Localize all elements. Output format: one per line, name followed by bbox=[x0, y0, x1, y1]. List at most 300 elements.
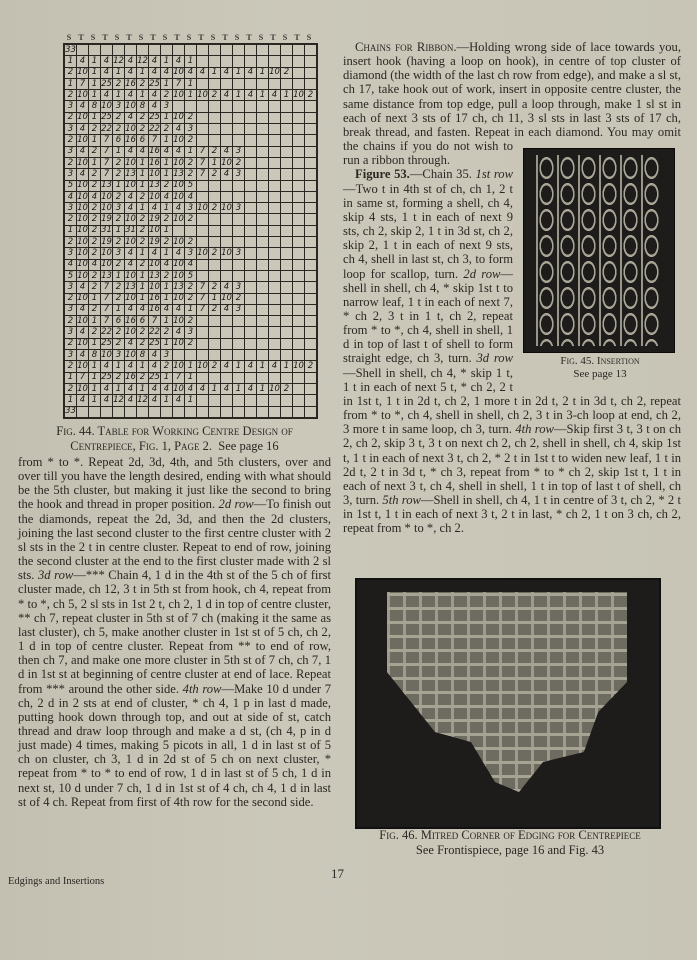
grid-cell: 25 bbox=[101, 338, 112, 349]
grid-row bbox=[64, 112, 317, 123]
grid-cell: 25 bbox=[101, 78, 112, 89]
grid-cell: 2 bbox=[161, 90, 173, 101]
grid-cell: 4 bbox=[64, 191, 77, 202]
grid-cell: 4 bbox=[221, 361, 233, 372]
grid-cell bbox=[293, 259, 305, 270]
grid-cell: 10 bbox=[125, 349, 136, 360]
grid-cell: 10 bbox=[77, 180, 88, 191]
grid-cell bbox=[233, 225, 245, 236]
grid-cell: 4 bbox=[185, 259, 197, 270]
grid-cell bbox=[281, 203, 293, 214]
grid-cell: 4 bbox=[125, 383, 137, 394]
grid-cell: 2 bbox=[161, 361, 173, 372]
mitred-corner-photo bbox=[355, 578, 661, 829]
grid-cell: 2 bbox=[185, 112, 197, 123]
grid-cell: 2 bbox=[137, 191, 149, 202]
grid-cell: 10 bbox=[149, 281, 160, 292]
grid-cell: 1 bbox=[281, 90, 293, 101]
grid-cell bbox=[269, 350, 281, 361]
grid-row bbox=[64, 101, 317, 112]
grid-cell bbox=[257, 259, 269, 270]
grid-cell: 6 bbox=[113, 135, 125, 146]
header-letter: T bbox=[126, 33, 132, 42]
grid-cell bbox=[221, 270, 233, 281]
grid-cell: 1 bbox=[89, 293, 101, 304]
grid-cell: 1 bbox=[89, 383, 101, 394]
grid-cell bbox=[305, 67, 318, 78]
grid-cell: 2 bbox=[89, 270, 101, 281]
grid-cell: 2 bbox=[113, 338, 125, 349]
grid-cell: 1 bbox=[137, 90, 149, 101]
grid-cell: 2 bbox=[89, 304, 101, 315]
page-number: 17 bbox=[331, 866, 344, 881]
grid-cell: 4 bbox=[185, 383, 197, 394]
row-label: 3d row bbox=[38, 568, 74, 583]
grid-cell bbox=[173, 406, 185, 418]
text-run: from * to *. Repeat 2d, 3d, 4th, and 5th clusters, over and over till you have the length desired, ending with what should be the 5th cluster, but making it just like the second to bring the hook and thread in proper position. bbox=[18, 455, 331, 512]
grid-cell: 4 bbox=[149, 67, 161, 78]
grid-cell: 4 bbox=[173, 327, 185, 338]
grid-cell bbox=[245, 135, 257, 146]
grid-cell: 19 bbox=[149, 214, 160, 225]
grid-cell bbox=[305, 372, 318, 383]
grid-cell: 1 bbox=[209, 293, 221, 304]
grid-cell: 3 bbox=[64, 101, 77, 112]
grid-cell: 7 bbox=[197, 169, 209, 180]
stitch-header-row bbox=[63, 33, 318, 43]
grid-cell bbox=[293, 270, 305, 281]
grid-cell: 6 bbox=[137, 316, 149, 327]
grid-cell: 2 bbox=[64, 293, 77, 304]
grid-cell bbox=[281, 395, 293, 406]
grid-row bbox=[64, 259, 317, 270]
grid-cell bbox=[233, 44, 245, 56]
grid-cell: 16 bbox=[149, 146, 160, 157]
grid-cell: 6 bbox=[137, 135, 149, 146]
grid-cell: 4 bbox=[125, 112, 137, 123]
grid-cell: 1 bbox=[89, 90, 101, 101]
grid-cell bbox=[293, 67, 305, 78]
grid-cell: 4 bbox=[185, 67, 197, 78]
row-label: 3d row bbox=[476, 351, 513, 366]
grid-cell bbox=[221, 327, 233, 338]
header-letter: S bbox=[90, 33, 96, 42]
grid-cell: 1 bbox=[89, 395, 101, 406]
grid-cell: 31 bbox=[125, 225, 136, 236]
grid-cell bbox=[221, 56, 233, 67]
grid-cell: 3 bbox=[161, 350, 173, 361]
grid-cell: 22 bbox=[101, 123, 112, 134]
grid-cell bbox=[197, 270, 209, 281]
grid-cell: 4 bbox=[64, 259, 77, 270]
grid-cell: 10 bbox=[125, 180, 136, 191]
grid-cell: 7 bbox=[149, 316, 161, 327]
grid-cell bbox=[293, 214, 305, 225]
grid-cell: 4 bbox=[269, 361, 281, 372]
grid-cell: 10 bbox=[77, 89, 88, 100]
grid-cell bbox=[197, 112, 209, 123]
grid-cell: 2 bbox=[113, 237, 125, 248]
grid-cell: 13 bbox=[101, 180, 112, 191]
grid-cell: 4 bbox=[125, 90, 137, 101]
insertion-lace-photo bbox=[523, 148, 675, 353]
grid-cell: 4 bbox=[137, 146, 149, 157]
grid-cell bbox=[245, 316, 257, 327]
grid-cell bbox=[77, 406, 89, 418]
grid-cell bbox=[281, 124, 293, 135]
grid-cell: 7 bbox=[77, 372, 89, 383]
grid-row bbox=[64, 361, 317, 372]
fig44-caption-line2: Centrepiece, Fig. 1, Page 2. bbox=[70, 439, 213, 453]
grid-cell bbox=[293, 135, 305, 146]
grid-cell: 4 bbox=[221, 146, 233, 157]
grid-cell: 4 bbox=[101, 361, 113, 372]
grid-cell bbox=[89, 44, 101, 56]
grid-cell: 4 bbox=[149, 350, 161, 361]
grid-cell bbox=[245, 112, 257, 123]
grid-cell: 2 bbox=[161, 237, 173, 248]
grid-cell bbox=[281, 169, 293, 180]
grid-cell bbox=[281, 146, 293, 157]
grid-cell: 2 bbox=[137, 124, 149, 135]
grid-cell: 4 bbox=[125, 67, 137, 78]
grid-cell bbox=[293, 316, 305, 327]
grid-cell: 10 bbox=[173, 293, 184, 304]
grid-cell: 4 bbox=[77, 395, 89, 406]
grid-cell bbox=[173, 44, 185, 56]
grid-row bbox=[64, 395, 317, 406]
grid-cell bbox=[197, 350, 209, 361]
grid-cell: 2 bbox=[113, 259, 125, 270]
grid-cell bbox=[269, 293, 281, 304]
grid-cell bbox=[209, 270, 221, 281]
grid-cell bbox=[269, 203, 281, 214]
grid-cell: 2 bbox=[185, 282, 197, 293]
grid-row bbox=[64, 56, 317, 67]
grid-cell bbox=[293, 112, 305, 123]
grid-cell: 3 bbox=[185, 327, 197, 338]
grid-cell: 22 bbox=[149, 327, 160, 338]
grid-cell bbox=[245, 270, 257, 281]
grid-cell bbox=[209, 191, 221, 202]
grid-cell: 1 bbox=[161, 112, 173, 123]
grid-cell: 4 bbox=[245, 383, 257, 394]
grid-cell: 1 bbox=[161, 203, 173, 214]
grid-cell: 2 bbox=[113, 169, 125, 180]
grid-cell: 10 bbox=[77, 202, 88, 213]
grid-cell: 10 bbox=[173, 67, 184, 78]
grid-cell: 1 bbox=[233, 383, 245, 394]
grid-cell bbox=[209, 180, 221, 191]
grid-row bbox=[64, 124, 317, 135]
grid-cell bbox=[125, 406, 137, 418]
grid-cell: 2 bbox=[64, 338, 77, 349]
grid-cell: 8 bbox=[137, 350, 149, 361]
text-run: —Make 10 d under 7 ch, 2 d in 2 sts at end of cluster, * ch 4, 1 p in last d made, putting hook down through top, and out at side of st, catch thread and draw loop through and make a d st, (ch 4, p in d just made) 4 times, making 5 picots in all, 1 d in last st of 5 ch on cluster, ch 3, 1 d in 2d st of 5 ch on next cluster, * repeat from * to * to end of row, 1 d in last st of 5 ch, 1 d in next st, 10 d under 7 ch, 1 d in 1st st of 4 ch, ch 4, 1 d in last st of 4 ch. Repeat from first of 4th row for the second side. bbox=[18, 681, 331, 809]
grid-cell: 10 bbox=[101, 259, 112, 270]
grid-cell bbox=[257, 56, 269, 67]
grid-cell: 8 bbox=[89, 350, 101, 361]
grid-cell: 1 bbox=[161, 135, 173, 146]
grid-cell: 31 bbox=[101, 225, 112, 236]
row-label: 1st row bbox=[475, 167, 513, 182]
grid-cell: 1 bbox=[64, 225, 77, 236]
grid-cell bbox=[281, 293, 293, 304]
grid-cell: 1 bbox=[161, 316, 173, 327]
grid-cell: 2 bbox=[137, 225, 149, 236]
grid-cell: 3 bbox=[64, 146, 77, 157]
grid-cell: 10 bbox=[173, 360, 184, 371]
grid-cell: 3 bbox=[113, 203, 125, 214]
grid-cell: 3 bbox=[113, 101, 125, 112]
grid-cell bbox=[221, 316, 233, 327]
grid-cell: 2 bbox=[185, 214, 197, 225]
grid-cell bbox=[257, 157, 269, 168]
grid-cell: 1 bbox=[137, 180, 149, 191]
grid-cell: 10 bbox=[173, 383, 184, 394]
grid-cell: 2 bbox=[113, 191, 125, 202]
grid-cell: 2 bbox=[185, 135, 197, 146]
grid-cell: 10 bbox=[221, 157, 232, 168]
grid-cell bbox=[269, 395, 281, 406]
grid-cell: 4 bbox=[149, 203, 161, 214]
grid-cell: 10 bbox=[77, 270, 88, 281]
grid-cell bbox=[281, 270, 293, 281]
grid-cell: 2 bbox=[89, 214, 101, 225]
grid-cell bbox=[305, 124, 318, 135]
grid-cell: 10 bbox=[197, 360, 208, 371]
grid-cell: 7 bbox=[101, 135, 113, 146]
grid-cell: 3 bbox=[233, 304, 245, 315]
grid-cell: 2 bbox=[137, 259, 149, 270]
grid-row bbox=[64, 78, 317, 89]
grid-cell: 3 bbox=[113, 350, 125, 361]
grid-cell: 2 bbox=[209, 248, 221, 259]
header-letter: T bbox=[174, 33, 180, 42]
grid-row bbox=[64, 282, 317, 293]
grid-cell bbox=[269, 372, 281, 383]
grid-cell bbox=[257, 146, 269, 157]
grid-cell: 1 bbox=[137, 282, 149, 293]
header-letter: T bbox=[78, 33, 84, 42]
grid-cell bbox=[209, 214, 221, 225]
grid-cell bbox=[209, 44, 221, 56]
grid-cell bbox=[209, 135, 221, 146]
grid-cell: 2 bbox=[209, 304, 221, 315]
grid-cell bbox=[221, 372, 233, 383]
grid-cell bbox=[221, 44, 233, 56]
header-letter: S bbox=[186, 33, 192, 42]
grid-cell bbox=[221, 191, 233, 202]
grid-cell bbox=[293, 304, 305, 315]
grid-cell bbox=[101, 44, 113, 56]
grid-row bbox=[64, 248, 317, 259]
grid-cell bbox=[245, 44, 257, 56]
grid-cell: 4 bbox=[161, 304, 173, 315]
grid-cell: 1 bbox=[161, 248, 173, 259]
grid-cell: 10 bbox=[149, 259, 160, 270]
grid-cell: 1 bbox=[185, 304, 197, 315]
grid-cell bbox=[245, 237, 257, 248]
text-run: —*** Chain 4, 1 d in the 4th st of the 5 ch of first cluster made, ch 12, 3 t in 5th st from hook, ch 4, repeat from * to *, ch 5, 2 sl sts in 1st 2 t, ch 2, 1 d in top of centre cluster, ** ch 7, repeat cluster in 5th st of 7 ch (making it the same as last cluster), ch 5, make another cluster in 1st st of 5 ch, ch 2, 1 d in top of centre cluster. Repeat from ** to end of row, then ch 7, and make one more cluster in 5th st of 7 ch, ch 7, 1 d in 1st st at beginning of centre cluster at end of lace. Repeat from *** around the other side. bbox=[18, 568, 331, 696]
grid-cell bbox=[245, 169, 257, 180]
grid-cell bbox=[89, 406, 101, 418]
grid-cell: 4 bbox=[89, 191, 101, 202]
fig44-caption bbox=[18, 424, 331, 454]
grid-cell: 19 bbox=[101, 236, 112, 247]
grid-cell: 1 bbox=[185, 372, 197, 383]
grid-cell: 2 bbox=[64, 157, 77, 168]
grid-cell: 4 bbox=[221, 90, 233, 101]
grid-cell: 10 bbox=[173, 180, 184, 191]
grid-cell bbox=[209, 406, 221, 418]
grid-cell: 10 bbox=[101, 191, 112, 202]
grid-cell bbox=[269, 259, 281, 270]
grid-cell bbox=[245, 327, 257, 338]
grid-cell: 4 bbox=[125, 304, 137, 315]
row-label: 2d row bbox=[463, 266, 501, 281]
grid-cell: 3 bbox=[185, 124, 197, 135]
grid-cell: 2 bbox=[281, 67, 293, 78]
grid-cell bbox=[305, 180, 318, 191]
grid-cell bbox=[209, 395, 221, 406]
grid-cell bbox=[209, 124, 221, 135]
grid-cell: 4 bbox=[77, 101, 89, 112]
grid-cell bbox=[257, 44, 269, 56]
grid-cell bbox=[257, 191, 269, 202]
grid-cell bbox=[209, 372, 221, 383]
grid-cell bbox=[221, 338, 233, 349]
grid-cell: 25 bbox=[149, 112, 160, 123]
grid-cell: 4 bbox=[149, 361, 161, 372]
grid-cell bbox=[281, 350, 293, 361]
grid-cell: 2 bbox=[113, 293, 125, 304]
grid-cell: 3 bbox=[64, 124, 77, 135]
grid-cell: 5 bbox=[64, 270, 77, 281]
grid-cell bbox=[209, 259, 221, 270]
grid-cell bbox=[257, 327, 269, 338]
header-letter: S bbox=[258, 33, 264, 42]
grid-cell: 2 bbox=[161, 270, 173, 281]
grid-cell: 4 bbox=[137, 304, 149, 315]
grid-cell: 2 bbox=[161, 180, 173, 191]
grid-cell bbox=[245, 293, 257, 304]
grid-cell: 13 bbox=[149, 270, 160, 281]
grid-cell: 10 bbox=[77, 315, 88, 326]
grid-cell bbox=[185, 225, 197, 236]
grid-cell: 3 bbox=[233, 282, 245, 293]
grid-cell: 7 bbox=[197, 146, 209, 157]
grid-cell: 2 bbox=[113, 282, 125, 293]
grid-cell: 1 bbox=[161, 372, 173, 383]
grid-cell: 2 bbox=[64, 135, 77, 146]
grid-cell: 2 bbox=[209, 146, 221, 157]
grid-cell: 16 bbox=[149, 293, 160, 304]
fig46-caption-line1: Fig. 46. Mitred Corner of Edging for Centrepiece bbox=[379, 828, 641, 842]
grid-cell bbox=[197, 237, 209, 248]
grid-row bbox=[64, 270, 317, 281]
grid-cell: 2 bbox=[161, 327, 173, 338]
fig44-caption-line1: Fig. 44. Table for Working Centre Design of bbox=[56, 424, 293, 438]
header-letter: T bbox=[198, 33, 204, 42]
grid-cell bbox=[293, 146, 305, 157]
fig46-caption-line2: See Frontispiece, page 16 and Fig. 43 bbox=[415, 843, 605, 857]
grid-cell: 2 bbox=[64, 67, 77, 78]
grid-cell: 4 bbox=[149, 56, 161, 67]
grid-cell bbox=[257, 282, 269, 293]
grid-cell: 1 bbox=[137, 361, 149, 372]
grid-cell: 10 bbox=[149, 191, 160, 202]
grid-cell bbox=[233, 270, 245, 281]
grid-cell: 4 bbox=[77, 124, 89, 135]
grid-cell bbox=[257, 406, 269, 418]
grid-cell bbox=[281, 135, 293, 146]
grid-cell: 10 bbox=[173, 338, 184, 349]
row-label: 5th row bbox=[382, 493, 421, 507]
grid-cell: 1 bbox=[89, 361, 101, 372]
grid-cell: 1 bbox=[209, 157, 221, 168]
grid-cell bbox=[257, 78, 269, 89]
grid-cell bbox=[221, 214, 233, 225]
grid-cell bbox=[197, 135, 209, 146]
grid-cell bbox=[305, 101, 318, 112]
grid-cell bbox=[233, 191, 245, 202]
grid-cell bbox=[305, 191, 318, 202]
grid-cell: 10 bbox=[197, 202, 208, 213]
grid-cell bbox=[233, 350, 245, 361]
grid-cell bbox=[269, 191, 281, 202]
grid-cell: 1 bbox=[64, 372, 77, 383]
grid-cell: 2 bbox=[233, 293, 245, 304]
grid-cell: 1 bbox=[257, 90, 269, 101]
grid-cell: 25 bbox=[101, 372, 112, 383]
grid-cell: 2 bbox=[137, 214, 149, 225]
grid-cell: 7 bbox=[197, 304, 209, 315]
grid-cell: 22 bbox=[149, 123, 160, 134]
grid-cell: 1 bbox=[185, 90, 197, 101]
grid-cell: 4 bbox=[161, 67, 173, 78]
grid-cell bbox=[269, 135, 281, 146]
grid-cell: 1 bbox=[137, 293, 149, 304]
grid-cell: 7 bbox=[101, 169, 113, 180]
grid-cell: 2 bbox=[185, 316, 197, 327]
grid-cell: 4 bbox=[77, 304, 89, 315]
grid-cell: 2 bbox=[281, 383, 293, 394]
grid-cell bbox=[293, 203, 305, 214]
grid-cell bbox=[269, 157, 281, 168]
grid-cell: 7 bbox=[101, 304, 113, 315]
grid-cell: 1 bbox=[185, 56, 197, 67]
grid-cell bbox=[305, 338, 318, 349]
grid-cell bbox=[281, 327, 293, 338]
grid-cell bbox=[245, 225, 257, 236]
grid-cell: 4 bbox=[101, 395, 113, 406]
grid-cell bbox=[185, 406, 197, 418]
grid-cell: 10 bbox=[173, 259, 184, 270]
grid-cell: 2 bbox=[137, 372, 149, 383]
grid-cell: 12 bbox=[137, 394, 148, 405]
grid-cell: 4 bbox=[149, 395, 161, 406]
grid-cell bbox=[221, 237, 233, 248]
grid-cell: 1 bbox=[89, 67, 101, 78]
grid-cell bbox=[233, 327, 245, 338]
grid-cell: 10 bbox=[77, 67, 88, 78]
header-letter: S bbox=[66, 33, 72, 42]
grid-cell: 2 bbox=[113, 372, 125, 383]
grid-cell bbox=[209, 101, 221, 112]
header-letter: S bbox=[162, 33, 168, 42]
grid-cell bbox=[209, 78, 221, 89]
